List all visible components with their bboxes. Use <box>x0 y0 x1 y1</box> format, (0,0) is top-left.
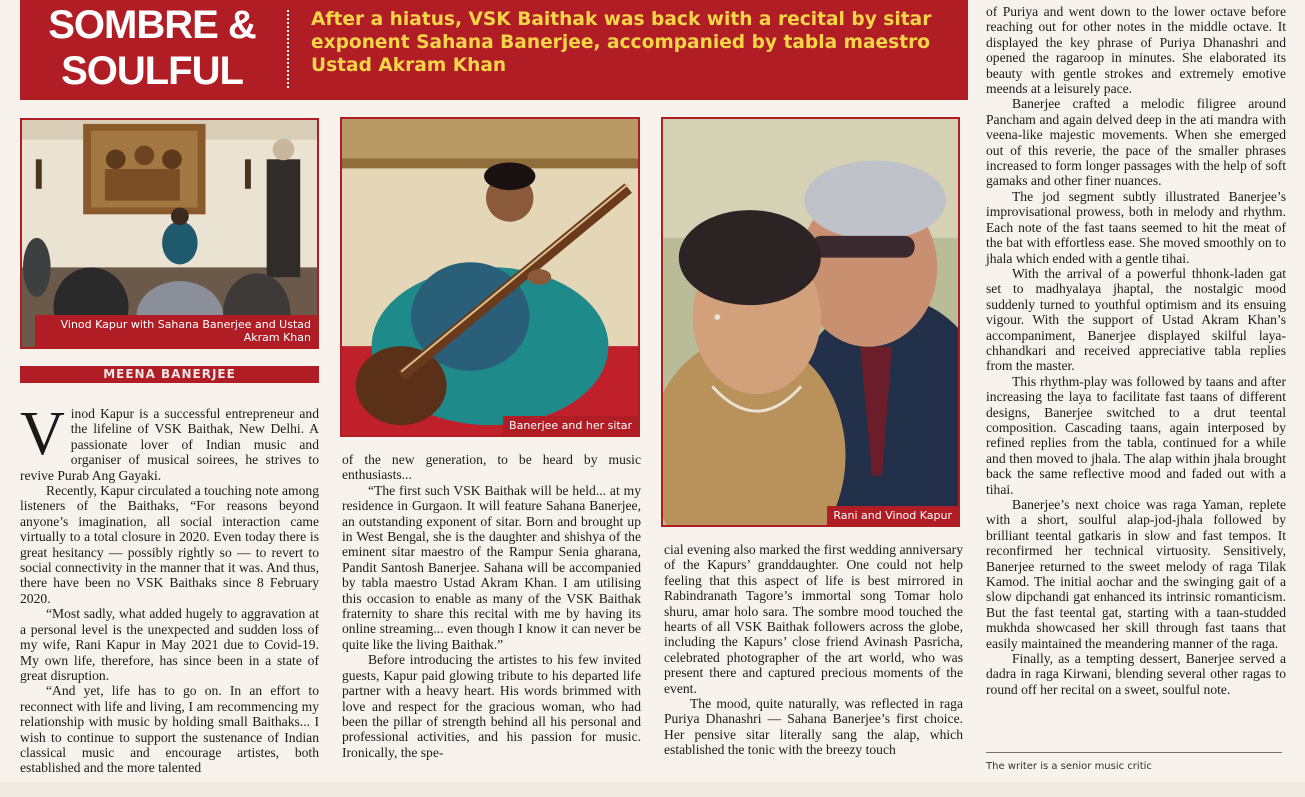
credit-divider <box>986 752 1282 753</box>
byline: MEENA BANERJEE <box>20 366 319 383</box>
body-paragraph: “The first such VSK Baithak will be held... at my residence in Gurgaon. It will feature Sahana Banerjee, an outstanding exponent of sitar. Born and brought up in West Bengal, she is the daughter and shishya of the eminent sitar maestro of the Rampur Senia gharana, Pandit Santosh Banerjee. Sahana will be accompanied by tabla maestro Ustad Akram Khan. I am utilising this occasion to enable as many of the VSK Baithak fraternity to share this recital with me by having its online streaming... even though I know it can never be quite like the living Baithak.” <box>342 482 641 652</box>
couple-illustration <box>663 119 958 525</box>
body-paragraph: “And yet, life has to go on. In an effort to reconnect with life and living, I am recommencing my relationship with music by holding small Baithaks... I wish to continue to support the sustenance of Indian classical music and encourage artistes, both established and the more talented <box>20 683 319 776</box>
headline-title <box>32 2 272 94</box>
headline-banner <box>20 0 968 100</box>
dropcap: V <box>20 400 65 468</box>
body-paragraph: Finally, as a tempting dessert, Banerjee served a dadra in raga Kirwani, blending several other ragas to round off her recital on a sweet, soulful note. <box>986 651 1286 697</box>
page-bottom-edge <box>0 782 1305 797</box>
photo1-caption: Vinod Kapur with Sahana Banerjee and Ustad Akram Khan <box>35 315 317 347</box>
concert-room-illustration <box>22 120 317 347</box>
photo-concert-room <box>20 118 319 349</box>
body-paragraph: With the arrival of a powerful thhonk-laden gat set to madhyalaya jhaptal, the nostalgic mood suddenly turned to youthful optimism and its ensuing vigour. With the support of Ustad Akram Khan’s accompaniment, Banerjee displayed skilful laya-chhandkari and received appreciative tabla replies from the master. <box>986 265 1286 374</box>
photo3-caption: Rani and Vinod Kapur <box>827 506 958 525</box>
body-paragraph: “Most sadly, what added hugely to aggravation at a personal level is the unexpected and sudden loss of my wife, Rani Kapur in May 2021 due to Covid-19. My own life, therefore, has since been in a state of great disruption. <box>20 606 319 683</box>
headline-title-line2: SOULFUL <box>61 49 243 93</box>
body-paragraph: This rhythm-play was followed by taans and after increasing the laya to facilitate fast taans of different designs, Banerjee switched to a drut teental composition. Cascading taans, again interposed by refined replies from the tabla, continued for a while and then moved to jhala. The alap within jhala brought back the same reflective mood and faded out with a tihai. <box>986 373 1286 497</box>
banner-divider <box>287 10 289 88</box>
standfirst: After a hiatus, VSK Baithak was back with a recital by sitar exponent Sahana Banerjee, accompanied by tabla maestro Ustad Akram Khan <box>311 9 932 76</box>
lead-paragraph-text: inod Kapur is a successful entrepreneur and the lifeline of VSK Baithak, New Delhi. A passionate lover of Indian music and organiser of musical soirees, he strives to revive Purab Ang Gayaki. <box>20 406 319 483</box>
body-paragraph: cial evening also marked the first wedding anniversary of the Kapurs’ granddaughter. One could not help feeling that this aspect of life is best mirrored in Rabindranath Tagore’s immortal song Tomar holo shuru, amar holo sara. The sombre mood touched the hearts of all VSK Baithak followers across the globe, including the Kapurs’ close friend Avinash Pasricha, celebrated photographer of the art world, who was present there and captured precious moments of the event. <box>664 542 963 696</box>
photo-couple <box>661 117 960 527</box>
body-paragraph: Banerjee crafted a melodic filigree around Pancham and again delved deep in the ati mandra with veena-like majestic movements. When she emerged out of this reverie, the pace of the smaller phrases increased to form longer passages with the help of soft gamaks and other finer nuances. <box>986 96 1286 189</box>
sitar-player-illustration <box>342 119 638 435</box>
photo2-caption: Banerjee and her sitar <box>503 416 638 435</box>
article-column-4 <box>986 4 1286 697</box>
author-credit: The writer is a senior music critic <box>986 761 1152 772</box>
article-column-2 <box>342 452 641 760</box>
lead-paragraph <box>20 400 319 483</box>
article-column-3 <box>664 542 963 758</box>
photo-sitar-player <box>340 117 640 437</box>
body-paragraph: Recently, Kapur circulated a touching note among listeners of the Baithaks, “For reasons beyond anyone’s imagination, all social interaction came virtually to a total closure in 2020. Even today there is great hesitancy — possibly rightly so — to revert to social connectivity in the manner that it was. And thus, there have been no VSK Baithaks since 8 February 2020. <box>20 483 319 606</box>
body-paragraph: of Puriya and went down to the lower octave before reaching out for other notes in the middle octave. It displayed the key phrase of Puriya Dhanashri and opened the ragaroop in minutes. She elaborated its beauty with gentle strokes and extremely emotive meends at a leisurely pace. <box>986 4 1286 97</box>
headline-title-line1: SOMBRE & <box>48 3 256 47</box>
body-paragraph: The jod segment subtly illustrated Banerjee’s improvisational prowess, both in melody and rhythm. Each note of the fast taans seemed to hit the meat of the bat with effortless ease. She moved smoothly on to jhala which ended with a gentle tihai. <box>986 188 1286 266</box>
body-paragraph: Banerjee’s next choice was raga Yaman, replete with a short, soulful alap-jod-jhala followed by brilliant teental gatkaris in slow and fast tempos. It reconfirmed her technical virtuosity. Sensitively, Banerjee returned to the sweet melody of raga Tilak Kamod. The initial aochar and the swinging gait of a slow dipchandi gat enhanced its intrinsic romanticism. But the fast teental gat, starting with a taan-studded mukhda showcased her skill through fast taans that easily maintained the meandering manner of the raga. <box>986 497 1286 651</box>
body-paragraph: of the new generation, to be heard by music enthusiasts... <box>342 452 641 483</box>
body-paragraph: Before introducing the artistes to his few invited guests, Kapur paid glowing tribute to his departed life partner with a heavy heart. His words brimmed with love and respect for the gracious woman, who had been the pillar of strength behind all his personal and professional activities, and his passion for music. Ironically, the spe- <box>342 652 641 760</box>
body-paragraph: The mood, quite naturally, was reflected in raga Puriya Dhanashri — Sahana Banerjee’s first choice. Her pensive sitar literally sang the alap, which established the tonic with the breezy touch <box>664 696 963 758</box>
article-column-1 <box>20 400 319 776</box>
